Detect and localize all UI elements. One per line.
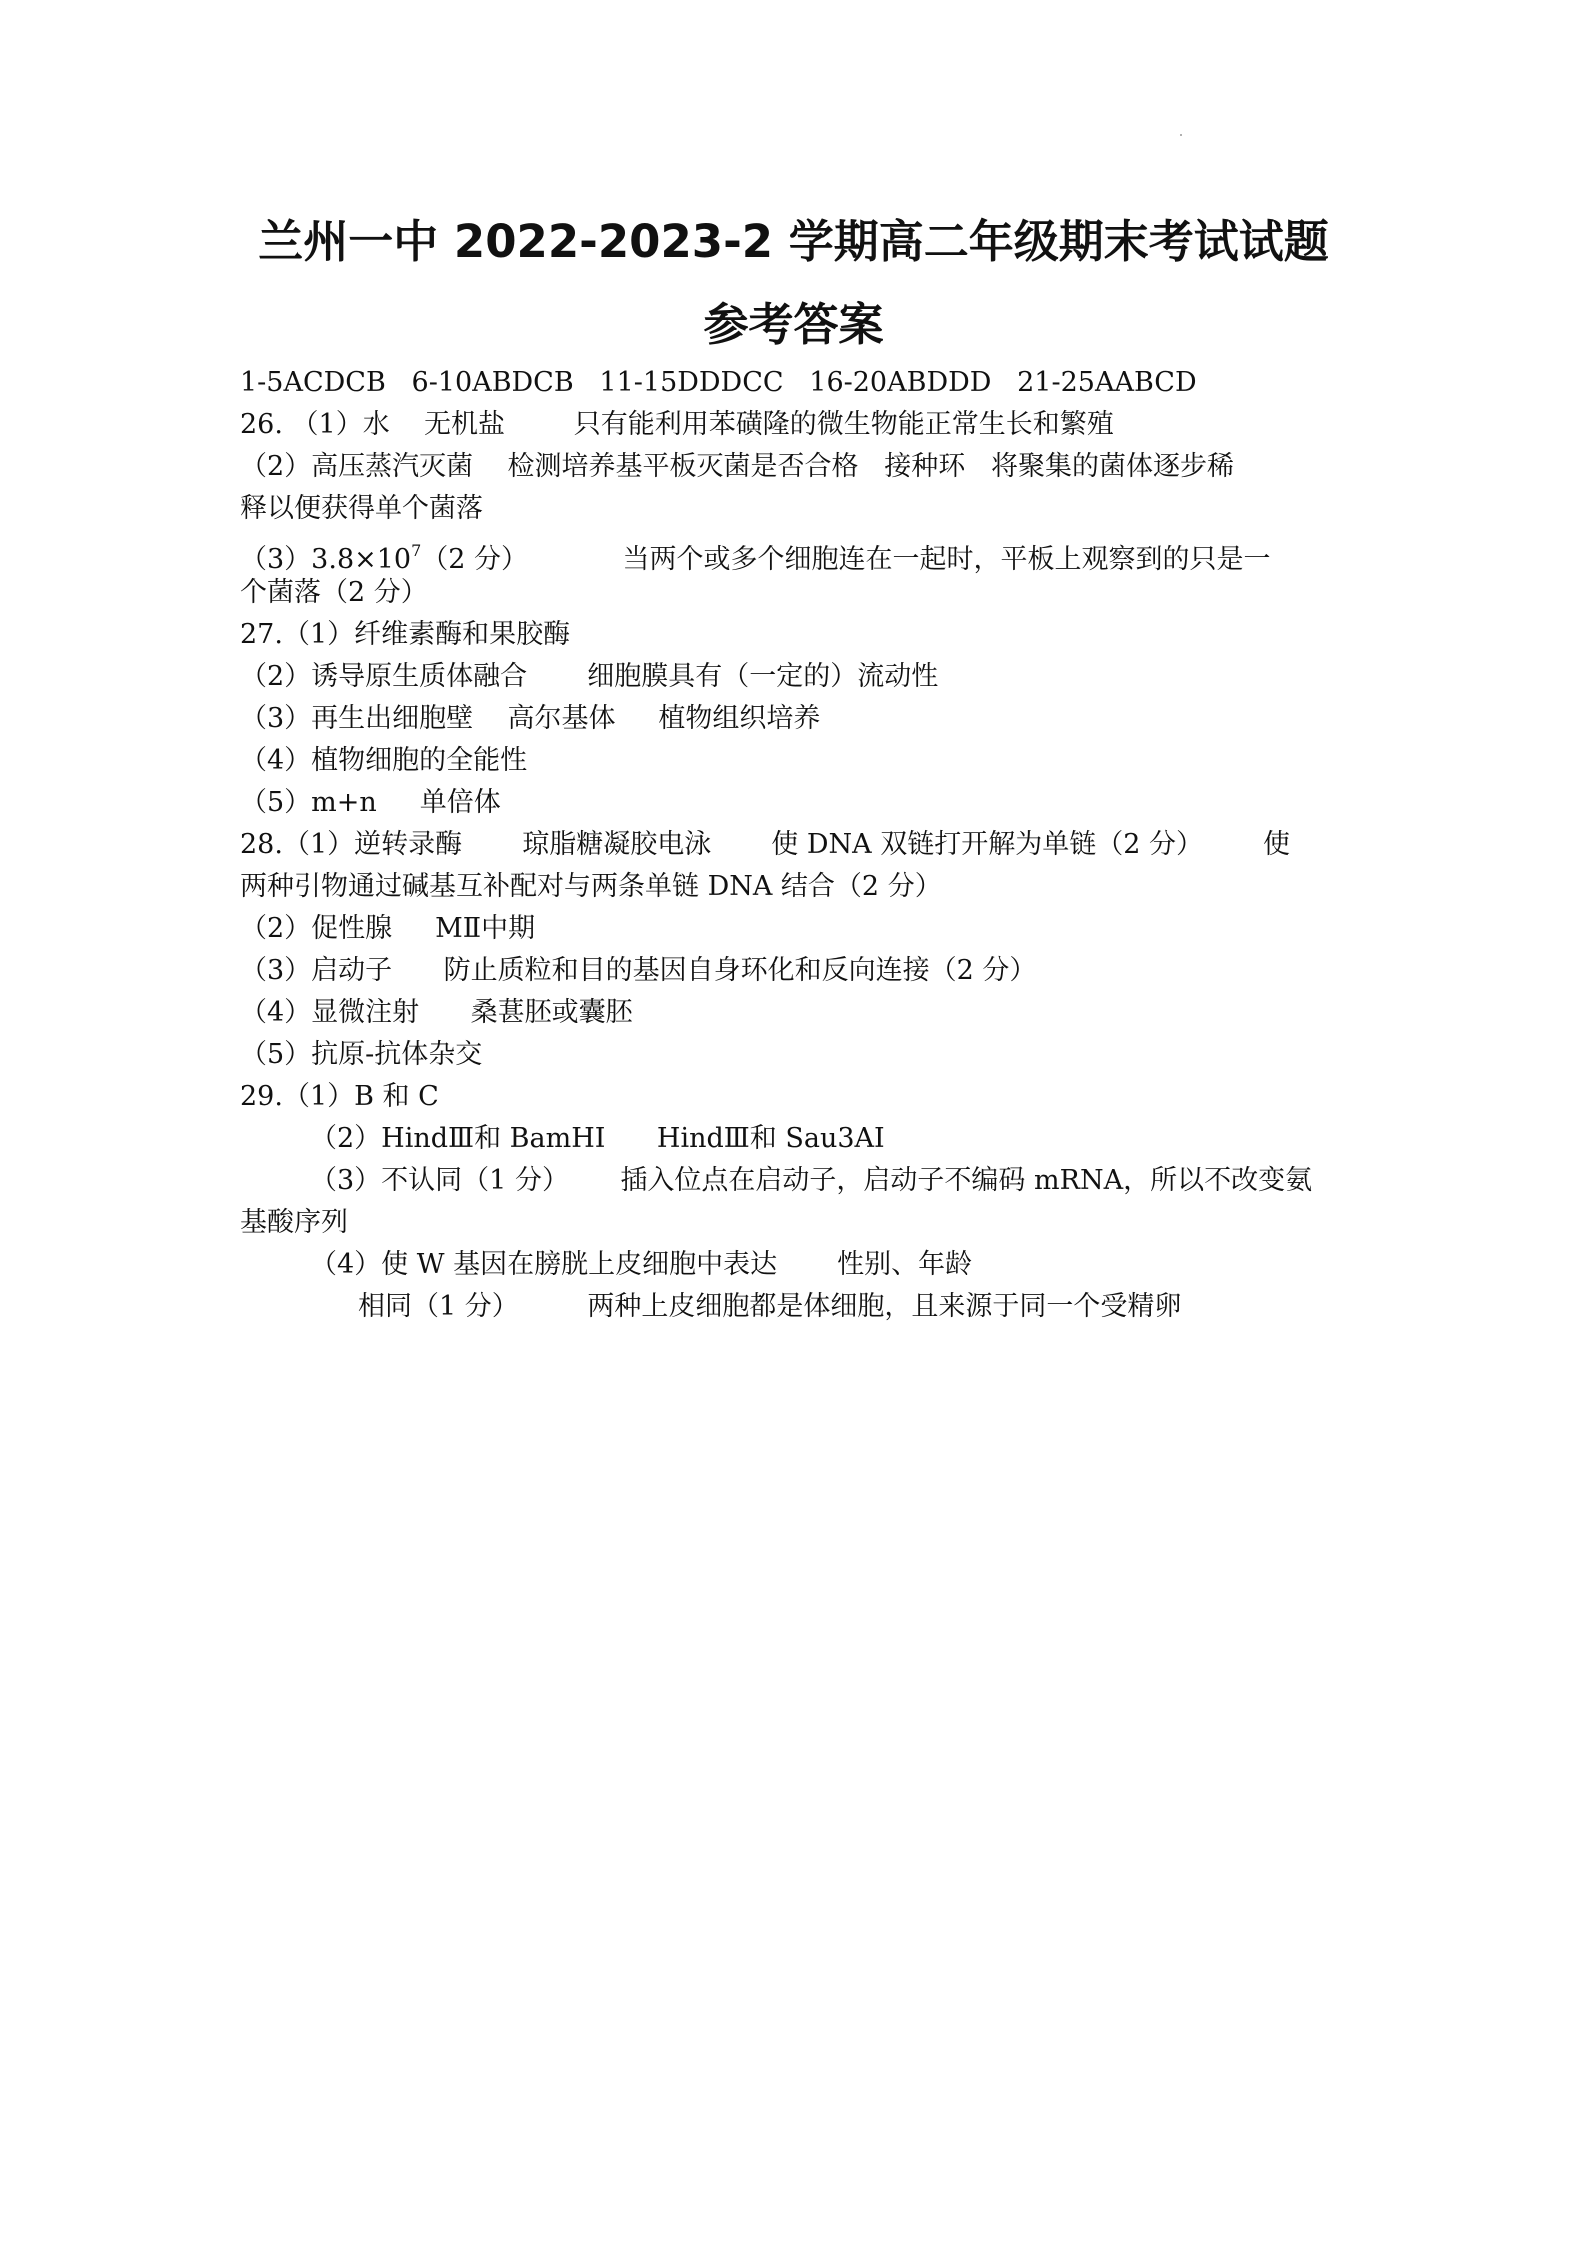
q28-line-1: 28.（1）逆转录酶 琼脂糖凝胶电泳 使 DNA 双链打开解为单链（2 分） 使 bbox=[240, 829, 1291, 860]
answer-body bbox=[240, 362, 1355, 1328]
multiple-choice-answers: 1-5ACDCB 6-10ABDCB 11-15DDDCC 16-20ABDDD 21-25AABCD bbox=[240, 367, 1197, 398]
q26-exponent: 7 bbox=[411, 541, 422, 560]
q28-line-4: （3）启动子 防止质粒和目的基因自身环化和反向连接（2 分） bbox=[240, 955, 1037, 986]
q28-line-3: （2）促性腺 MⅡ中期 bbox=[240, 913, 536, 944]
q29-line-1: 29.（1）B 和 C bbox=[240, 1081, 439, 1112]
q29-line-6: 相同（1 分） 两种上皮细胞都是体细胞，且来源于同一个受精卵 bbox=[358, 1291, 1182, 1322]
page-title: 兰州一中 2022-2023-2 学期高二年级期末考试试题 bbox=[258, 215, 1329, 268]
scan-speck bbox=[1180, 134, 1182, 136]
q27-line-1: 27.（1）纤维素酶和果胶酶 bbox=[240, 619, 571, 650]
q26-line-2: （2）高压蒸汽灭菌 检测培养基平板灭菌是否合格 接种环 将聚集的菌体逐步稀 bbox=[240, 451, 1235, 482]
q26-line-4-b: （2 分） 当两个或多个细胞连在一起时，平板上观察到的只是一 bbox=[421, 544, 1271, 575]
q29-line-5: （4）使 W 基因在膀胱上皮细胞中表达 性别、年龄 bbox=[310, 1249, 973, 1280]
page-subtitle: 参考答案 bbox=[703, 298, 884, 351]
q26-line-5: 个菌落（2 分） bbox=[240, 577, 428, 608]
q27-line-4: （4）植物细胞的全能性 bbox=[240, 745, 528, 776]
q26-line-4 bbox=[240, 530, 1355, 575]
q26-line-3: 释以便获得单个菌落 bbox=[240, 493, 483, 524]
q29-line-2: （2）HindⅢ和 BamHⅠ HindⅢ和 Sau3AⅠ bbox=[310, 1123, 885, 1154]
question-27 bbox=[240, 614, 1355, 824]
q28-line-5: （4）显微注射 桑葚胚或囊胚 bbox=[240, 997, 633, 1028]
q27-line-2: （2）诱导原生质体融合 细胞膜具有（一定的）流动性 bbox=[240, 661, 939, 692]
q29-line-3: （3）不认同（1 分） 插入位点在启动子，启动子不编码 mRNA，所以不改变氨 bbox=[310, 1165, 1313, 1196]
q26-line-4-a: （3）3.8×10 bbox=[240, 544, 412, 575]
q29-line-4: 基酸序列 bbox=[240, 1207, 348, 1238]
question-26 bbox=[240, 404, 1355, 614]
q26-line-1: 26. （1）水 无机盐 只有能利用苯磺隆的微生物能正常生长和繁殖 bbox=[240, 409, 1114, 440]
question-29 bbox=[240, 1076, 1355, 1328]
q28-line-6: （5）抗原-抗体杂交 bbox=[240, 1039, 483, 1070]
question-28 bbox=[240, 824, 1355, 1076]
q27-line-3: （3）再生出细胞壁 高尔基体 植物组织培养 bbox=[240, 703, 821, 734]
q27-line-5: （5）m+n 单倍体 bbox=[240, 787, 501, 818]
q28-line-2: 两种引物通过碱基互补配对与两条单链 DNA 结合（2 分） bbox=[240, 871, 942, 902]
